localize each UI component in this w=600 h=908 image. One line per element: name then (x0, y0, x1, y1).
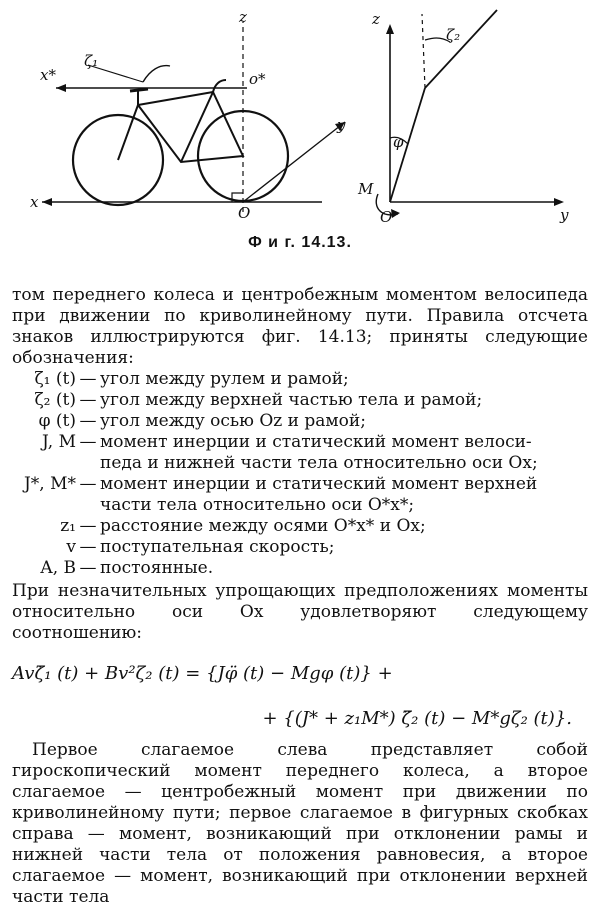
zeta1-curve (143, 66, 170, 82)
right-zeta2-label: ζ₂ (446, 26, 461, 44)
right-o-label: O (380, 208, 393, 226)
frame-extension-dashed (422, 14, 425, 88)
handlebar (213, 80, 226, 92)
notation-desc: момент инерции и статический момент велоси- (100, 432, 532, 452)
moment-arrowhead (391, 209, 400, 218)
notation-symbol: J, M (41, 432, 76, 452)
seat (130, 89, 148, 91)
x-axis-arrow (42, 198, 52, 206)
notation-desc-continuation: части тела относительно оси O*x*; (100, 495, 415, 515)
notation-symbol: v (66, 537, 76, 557)
notation-row: J*, M* — момент инерции и статический момент верхней (12, 474, 588, 495)
left-y-label: y (337, 116, 346, 134)
paragraph-2-block (12, 581, 588, 644)
notation-desc: момент инерции и статический момент верхней (100, 474, 538, 494)
notation-symbol: z₁ (60, 516, 76, 536)
y-axis-diagonal (243, 122, 345, 202)
equation-line-2: + {(J* + z₁M*) ζ̈₂ (t) − M*gζ₂ (t)}. (262, 708, 572, 729)
left-o-label: O (238, 204, 251, 222)
notation-desc: постоянные. (100, 558, 214, 578)
left-x-label: x (30, 193, 39, 211)
left-zeta1-label: ζ₁ (84, 52, 99, 70)
left-o-star-label: o* (249, 70, 266, 88)
notation-desc: угол между верхней частью тела и рамой; (100, 390, 483, 410)
paragraph-3-block (12, 740, 588, 908)
notation-row: ζ₂ (t) — угол между верхней частью тела и рамой; (12, 390, 588, 411)
notation-symbol: ζ₁ (t) (34, 369, 76, 389)
x-star-axis-arrow (56, 84, 66, 92)
notation-row: v — поступательная скорость; (12, 537, 588, 558)
paragraph-3: Первое слагаемое слева представляет собой гироскопический момент переднего колеса, а второе слагаемое — центробежный момент при движении по криволинейному пути; первое слагаемое в фигурных скобках справа — момент, возникающий при отклонении рамы и нижней части тела от положения равновесия, а второе слагаемое — момент, возникающий при отклонении верхней части тела (12, 740, 588, 907)
notation-symbol: A, B (40, 558, 76, 578)
notation-symbol: φ (t) (38, 411, 76, 431)
notation-symbol: ζ₂ (t) (34, 390, 76, 410)
notation-row: z₁ — расстояние между осями O*x* и Ox; (12, 516, 588, 537)
notation-desc: угол между рулем и рамой; (100, 369, 349, 389)
notation-row: φ (t) — угол между осью Oz и рамой; (12, 411, 588, 432)
upper-body-line (425, 10, 497, 88)
right-z-label: z (372, 10, 380, 28)
right-m-label: M (358, 180, 374, 198)
left-x-star-label: x* (40, 66, 56, 84)
bike-frame (118, 92, 243, 162)
equation-line-1: Avζ̇₁ (t) + Bv²ζ₂ (t) = {Jφ̈ (t) − Mgφ (t)} + (12, 663, 393, 684)
right-y-arrow (554, 198, 564, 206)
intro-paragraph-block (12, 285, 588, 369)
notation-list (12, 369, 588, 579)
right-y-label: y (560, 206, 569, 224)
notation-desc: угол между осью Oz и рамой; (100, 411, 366, 431)
figure-14-13 (0, 0, 600, 235)
notation-row: J, M — момент инерции и статический момент велоси- (12, 432, 588, 453)
intro-paragraph: том переднего колеса и центробежным моментом велосипеда при движении по криволинейному пути. Правила отсчета знаков иллюстрируются фиг. 14.13; приняты следующие обозначения: (12, 285, 588, 368)
paragraph-2: При незначительных упрощающих предположениях моменты относительно оси Ox удовлетворяют следующему соотношению: (12, 581, 588, 643)
notation-desc: расстояние между осями O*x* и Ox; (100, 516, 426, 536)
bicycle-diagram (0, 0, 600, 235)
right-phi-label: φ (393, 133, 404, 151)
notation-row: A, B — постоянные. (12, 558, 588, 579)
right-z-arrow (386, 24, 394, 34)
notation-row: ζ₁ (t) — угол между рулем и рамой; (12, 369, 588, 390)
notation-symbol: J*, M* (23, 474, 76, 494)
figure-caption: Ф и г. 14.13. (248, 234, 352, 251)
left-z-label: z (239, 8, 247, 26)
notation-desc-continuation: педа и нижней части тела относительно оси Ox; (100, 453, 538, 473)
notation-desc: поступательная скорость; (100, 537, 335, 557)
